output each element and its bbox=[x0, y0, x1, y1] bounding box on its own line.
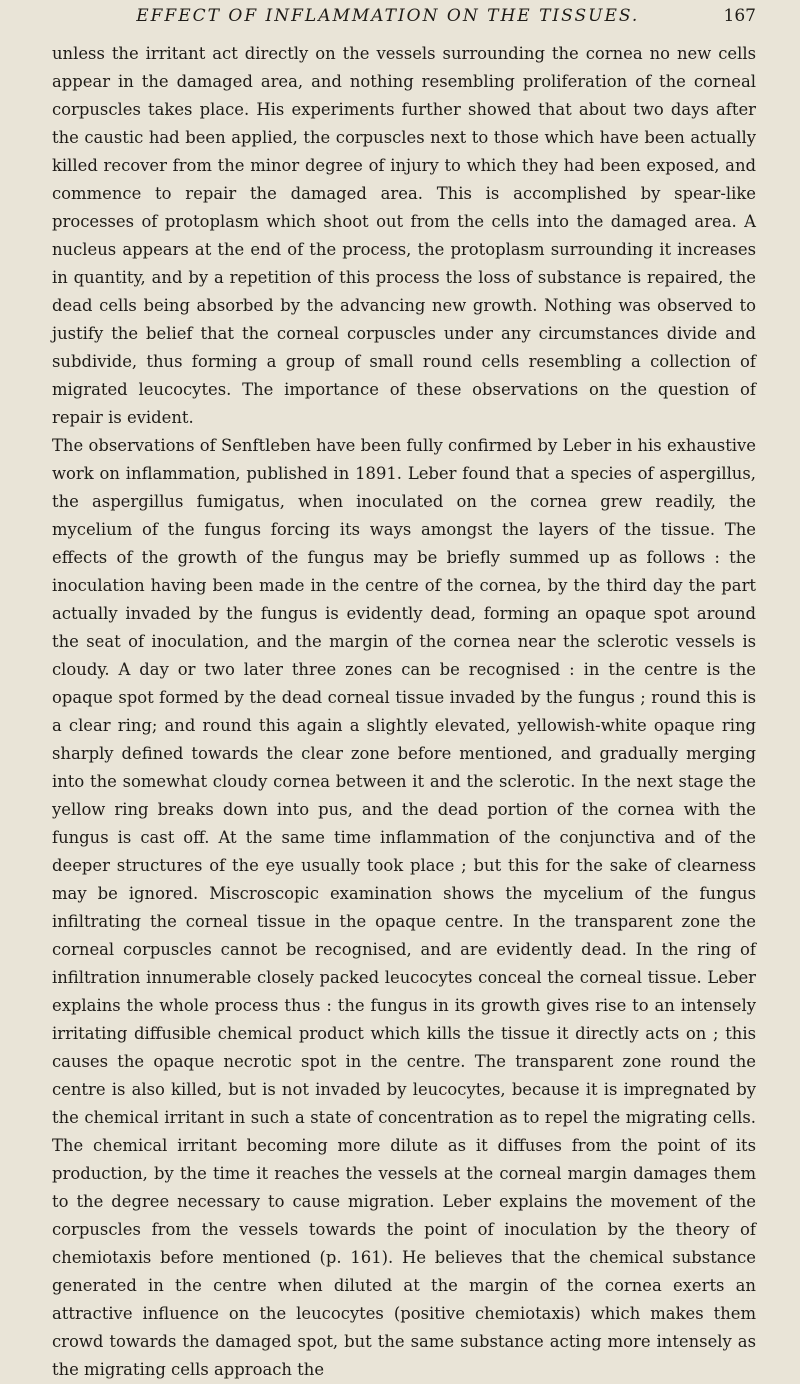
body-text bbox=[52, 40, 756, 1384]
page-number: 167 bbox=[723, 6, 756, 26]
running-head bbox=[52, 6, 756, 40]
paragraph: The observations of Senftleben have been fully confirmed by Leber in his exhaustive work on inflammation, published in 1891. Leber found that a species of aspergillus, the aspergillus fumigatus, when inoculated on the cornea grew readily, the mycelium of the fungus forcing its ways amongst the layers of the tissue. The effects of the growth of the fungus may be briefly summed up as follows : the inoculation having been made in the centre of the cornea, by the third day the part actually invaded by the fungus is evidently dead, forming an opaque spot around the seat of inoculation, and the margin of the cornea near the sclerotic vessels is cloudy. A day or two later three zones can be recognised : in the centre is the opaque spot formed by the dead corneal tissue invaded by the fungus ; round this is a clear ring; and round this again a slightly elevated, yellowish-white opaque ring sharply defined towards the clear zone before mentioned, and gradually merging into the somewhat cloudy cornea between it and the sclerotic. In the next stage the yellow ring breaks down into pus, and the dead portion of the cornea with the fungus is cast off. At the same time inflammation of the conjunctiva and of the deeper structures of the eye usually took place ; but this for the sake of clearness may be ignored. Miscroscopic examination shows the mycelium of the fungus infiltrating the corneal tissue in the opaque centre. In the transparent zone the corneal corpuscles cannot be recognised, and are evidently dead. In the ring of infiltration innumerable closely packed leucocytes conceal the corneal tissue. Leber explains the whole process thus : the fungus in its growth gives rise to an intensely irritating diffusible chemical product which kills the tissue it directly acts on ; this causes the opaque necrotic spot in the centre. The transparent zone round the centre is also killed, but is not invaded by leucocytes, because it is impregnated by the chemical irritant in such a state of concentration as to repel the migrating cells. The chemical irritant becoming more dilute as it diffuses from the point of its production, by the time it reaches the vessels at the corneal margin damages them to the degree necessary to cause migration. Leber explains the movement of the corpuscles from the vessels towards the point of inoculation by the theory of chemiotaxis before mentioned (p. 161). He believes that the chemical substance generated in the centre when diluted at the margin of the cornea exerts an attractive influence on the leucocytes (positive chemiotaxis) which makes them crowd towards the damaged spot, but the same substance acting more intensely as the migrating cells approach the bbox=[52, 436, 756, 1379]
running-title: EFFECT OF INFLAMMATION ON THE TISSUES. bbox=[136, 6, 640, 26]
paragraph: unless the irritant act directly on the vessels surrounding the cornea no new cells appear in the damaged area, and nothing resembling proliferation of the corneal corpuscles takes place. His experiments further showed that about two days after the caustic had been applied, the corpuscles next to those which have been actually killed recover from the minor degree of injury to which they had been exposed, and commence to repair the damaged area. This is accomplished by spear-like processes of protoplasm which shoot out from the cells into the damaged area. A nucleus appears at the end of the process, the protoplasm surrounding it increases in quantity, and by a repetition of this process the loss of substance is repaired, the dead cells being absorbed by the advancing new growth. Nothing was observed to justify the belief that the corneal corpuscles under any circumstances divide and subdivide, thus forming a group of small round cells resembling a collection of migrated leucocytes. The importance of these observations on the question of repair is evident. bbox=[52, 44, 756, 427]
